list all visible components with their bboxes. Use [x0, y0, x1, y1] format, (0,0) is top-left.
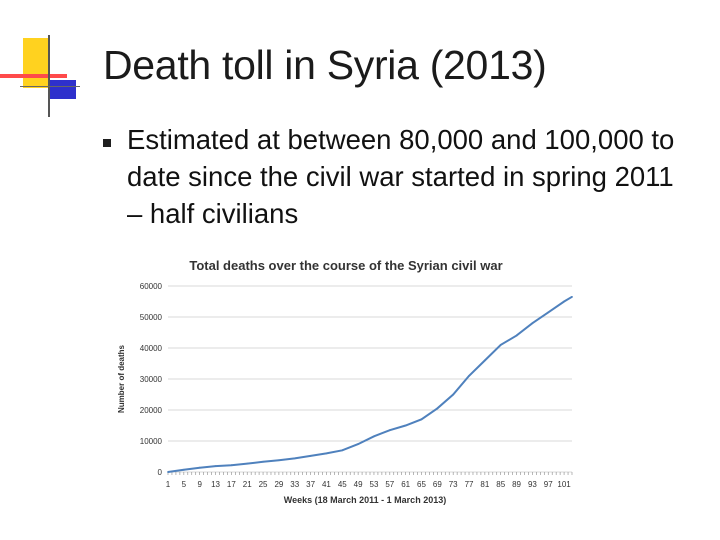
x-tick-label: 57 [385, 480, 395, 489]
decor-vertical-line [48, 35, 50, 117]
x-tick-label: 65 [417, 480, 426, 489]
data-point [389, 429, 391, 431]
x-tick-label: 33 [290, 480, 300, 489]
data-point [357, 443, 359, 445]
data-point [571, 296, 573, 298]
y-tick-label: 40000 [139, 344, 162, 353]
series-line-total-deaths [168, 297, 572, 472]
data-point [500, 344, 502, 346]
chart-title: Total deaths over the course of the Syrian civil war [189, 258, 503, 273]
data-point [215, 465, 217, 467]
data-point [341, 449, 343, 451]
deaths-line-chart [110, 248, 590, 516]
x-tick-label: 69 [432, 480, 442, 489]
x-axis-label: Weeks (18 March 2011 - 1 March 2013) [283, 495, 447, 505]
y-tick-label: 60000 [139, 282, 162, 291]
x-tick-label: 9 [197, 480, 202, 489]
data-point [468, 375, 470, 377]
x-tick-label: 37 [306, 480, 316, 489]
x-tick-label: 17 [226, 480, 236, 489]
x-tick-labels [166, 472, 572, 489]
y-tick-labels [140, 282, 163, 477]
data-point [246, 463, 248, 465]
x-tick-label: 1 [165, 480, 171, 489]
x-tick-label: 5 [181, 480, 187, 489]
x-tick-label: 101 [557, 480, 571, 489]
y-tick-label: 0 [157, 468, 162, 477]
data-point [230, 464, 232, 466]
decor-blue-square [50, 80, 76, 99]
x-tick-label: 73 [448, 480, 458, 489]
data-point [405, 425, 407, 427]
decor-yellow-square [23, 38, 50, 88]
x-tick-label: 61 [401, 480, 411, 489]
x-tick-label: 77 [464, 480, 474, 489]
data-point [484, 360, 486, 362]
bullet-square-icon [103, 139, 111, 147]
data-point [310, 455, 312, 457]
x-tick-label: 89 [512, 480, 522, 489]
data-point [547, 311, 549, 313]
data-point [436, 408, 438, 410]
data-point [516, 335, 518, 337]
data-point [531, 322, 533, 324]
x-tick-label: 53 [369, 480, 379, 489]
data-point [183, 469, 185, 471]
x-tick-label: 93 [527, 480, 537, 489]
x-tick-label: 13 [211, 480, 220, 489]
x-tick-label: 25 [258, 480, 268, 489]
x-tick-label: 97 [543, 480, 553, 489]
data-point [262, 461, 264, 463]
data-point [199, 467, 201, 469]
x-tick-label: 49 [353, 480, 363, 489]
data-point [167, 471, 169, 473]
x-tick-label: 29 [274, 480, 284, 489]
decor-red-bar [0, 74, 67, 78]
bullet-text: Estimated at between 80,000 and 100,000 to date since the civil war started in spring 2011 – half civilians [127, 124, 675, 229]
x-tick-label: 41 [321, 480, 331, 489]
x-tick-label: 81 [480, 480, 490, 489]
data-point [278, 459, 280, 461]
data-point [452, 394, 454, 396]
y-axis-label: Number of deaths [117, 344, 126, 414]
data-points [167, 296, 573, 473]
y-tick-label: 20000 [139, 406, 162, 415]
slide-title: Death toll in Syria (2013) [103, 42, 547, 88]
y-tick-label: 50000 [139, 313, 162, 322]
data-point [563, 301, 565, 303]
x-tick-label: 21 [242, 480, 252, 489]
data-point [421, 418, 423, 420]
data-point [294, 457, 296, 459]
y-tick-label: 10000 [139, 437, 162, 446]
data-point [326, 453, 328, 455]
gridlines [168, 286, 572, 472]
x-tick-label: 45 [337, 480, 347, 489]
data-point [373, 435, 375, 437]
x-tick-label: 85 [496, 480, 506, 489]
decor-horizontal-line [20, 86, 80, 87]
y-tick-label: 30000 [139, 375, 162, 384]
